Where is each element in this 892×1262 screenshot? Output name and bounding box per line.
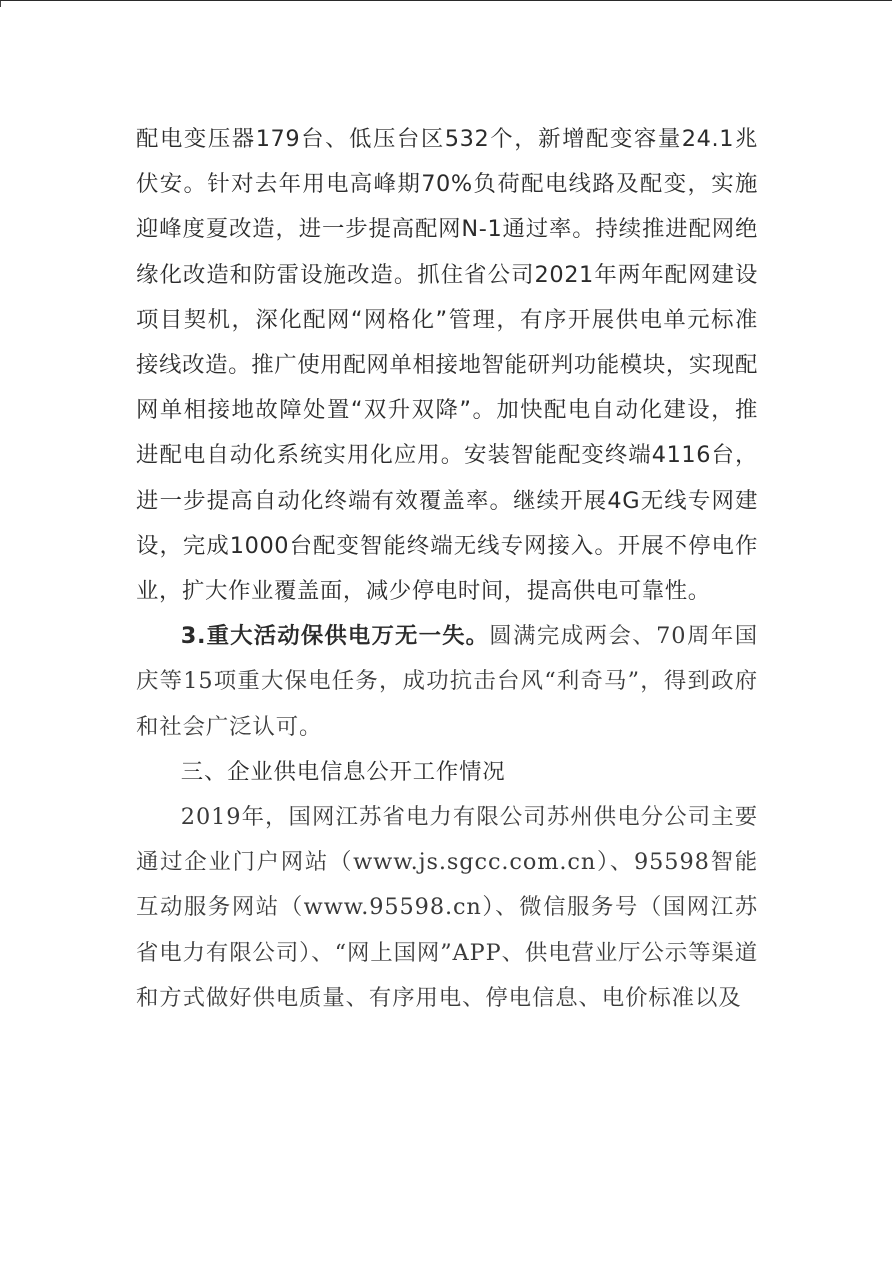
item-3-heading: 3.重大活动保供电万无一失。 bbox=[180, 623, 490, 650]
item-3-body: 圆满完成两会、70周年国庆等15项重大保电任务，成功抗击台风“利奇马”，得到政府和社会广泛认可。 bbox=[136, 623, 758, 740]
paragraph-info-disclosure: 2019年，国网江苏省电力有限公司苏州供电分公司主要通过企业门户网站（www.js.sgcc.com.cn）、95598智能互动服务网站（www.95598.cn）、微信服务号（国网江苏省电力有限公司）、“网上国网”APP、供电营业厅公示等渠道和方式做好供电质量、有序用电、停电信息、电价标准以及 bbox=[136, 804, 758, 1011]
page-corner-mark bbox=[0, 1, 1, 7]
section-3-title: 三、企业供电信息公开工作情况 bbox=[180, 758, 506, 785]
paragraph-major-events bbox=[136, 614, 758, 750]
document-body bbox=[136, 117, 758, 1021]
paragraph-distribution-network: 配电变压器179台、低压台区532个，新增配变容量24.1兆伏安。针对去年用电高峰期70%负荷配电线路及配变，实施迎峰度夏改造，进一步提高配网N-1通过率。持续推进配网绝缘化改造和防雷设施改造。抓住省公司2021年两年配网建设项目契机，深化配网“网格化”管理，有序开展供电单元标准接线改造。推广使用配网单相接地智能研判功能模块，实现配网单相接地故障处置“双升双降”。加快配电自动化建设，推进配电自动化系统实用化应用。安装智能配变终端4116台，进一步提高自动化终端有效覆盖率。继续开展4G无线专网建设，完成1000台配变智能终端无线专网接入。开展不停电作业，扩大作业覆盖面，减少停电时间，提高供电可靠性。 bbox=[136, 126, 758, 605]
